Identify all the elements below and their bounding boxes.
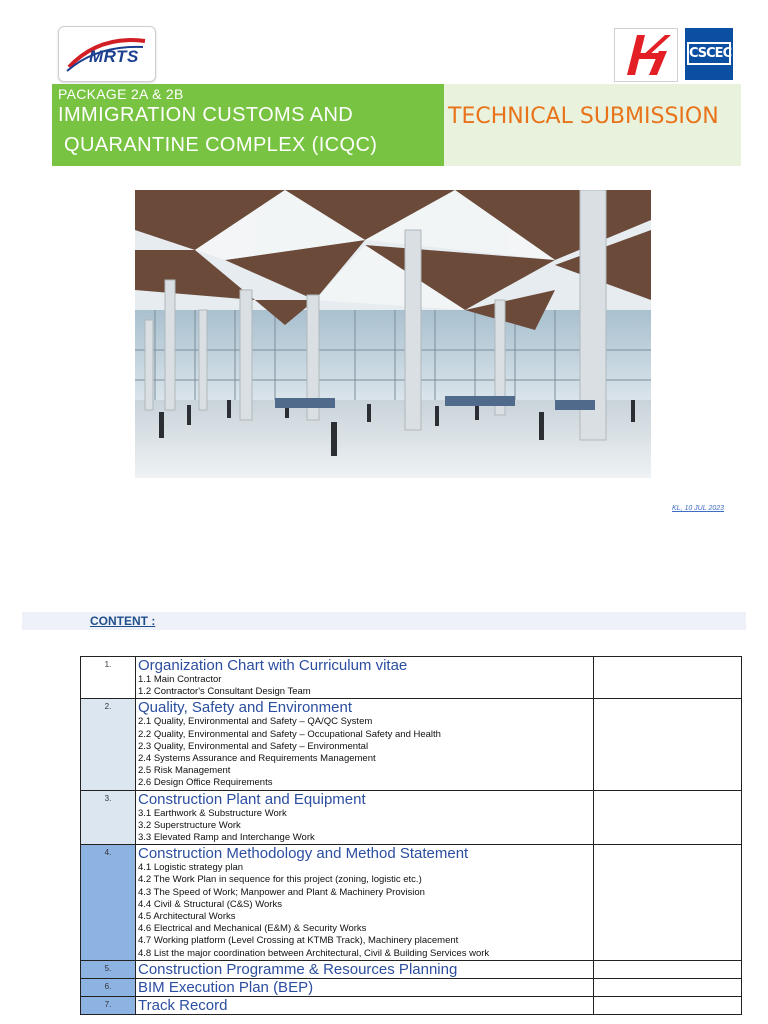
section-item: 2.1 Quality, Environmental and Safety – QA/QC System: [138, 716, 373, 728]
table-row: [81, 790, 742, 845]
section-item: 4.6 Electrical and Mechanical (E&M) & Security Works: [138, 923, 367, 935]
section-item: 4.1 Logistic strategy plan: [138, 862, 244, 874]
section-item: 4.8 List the major coordination between Architectural, Civil & Building Services work: [138, 947, 490, 959]
table-row: [81, 657, 742, 699]
package-label: PACKAGE 2A & 2B: [58, 86, 184, 102]
contents-table: [80, 656, 742, 1015]
section-item: 2.6 Design Office Requirements: [138, 777, 273, 789]
section-item: 4.7 Working platform (Level Crossing at KTMB Track), Machinery placement: [138, 935, 459, 947]
section-item: 4.3 The Speed of Work; Manpower and Plant & Machinery Provision: [138, 886, 425, 898]
submission-title: TECHNICAL SUBMISSION: [448, 104, 719, 129]
project-title-line1: IMMIGRATION CUSTOMS AND: [58, 104, 354, 126]
partner-logo-red: [614, 28, 678, 82]
table-row: [81, 996, 742, 1014]
section-item: 1.1 Main Contractor: [138, 674, 222, 685]
section-remarks: [594, 996, 742, 1014]
section-number: 5.: [81, 960, 136, 978]
section-item: 3.2 Superstructure Work: [138, 819, 241, 831]
cscec-logo: [685, 28, 733, 80]
table-row: [81, 699, 742, 790]
section-item: 4.2 The Work Plan in sequence for this project (zoning, logistic etc.): [138, 874, 422, 886]
section-item: 2.4 Systems Assurance and Requirements Management: [138, 753, 376, 765]
mrts-logo: [58, 26, 156, 82]
table-row: [81, 960, 742, 978]
section-title: Construction Methodology and Method Statement: [138, 845, 469, 863]
mrts-logo-text: MRTS: [89, 47, 139, 66]
section-remarks: [594, 960, 742, 978]
section-description: [136, 699, 594, 790]
date-note: KL, 10 JUL 2023: [672, 505, 725, 512]
section-item: 4.4 Civil & Structural (C&S) Works: [138, 898, 282, 910]
terminal-render-image: [135, 190, 651, 478]
section-number: 4.: [81, 845, 136, 961]
section-number: 6.: [81, 978, 136, 996]
table-row: [81, 845, 742, 961]
section-remarks: [594, 978, 742, 996]
project-title-line2: QUARANTINE COMPLEX (ICQC): [64, 134, 378, 156]
section-number: 2.: [81, 699, 136, 790]
section-number: 3.: [81, 790, 136, 845]
section-remarks: [594, 845, 742, 961]
section-description: [136, 845, 594, 961]
section-item: 4.5 Architectural Works: [138, 911, 236, 923]
table-row: [81, 978, 742, 996]
section-description: [136, 657, 594, 699]
section-item: 1.2 Contractor's Consultant Design Team: [138, 686, 311, 698]
section-description: [136, 960, 594, 978]
section-item: 2.2 Quality, Environmental and Safety – Occupational Safety and Health: [138, 728, 441, 740]
section-remarks: [594, 657, 742, 699]
section-description: [136, 790, 594, 845]
cscec-logo-text: CSCEC: [687, 42, 731, 65]
section-item: 3.3 Elevated Ramp and Interchange Work: [138, 832, 315, 844]
section-item: 2.3 Quality, Environmental and Safety – Environmental: [138, 740, 369, 752]
section-title: Construction Programme & Resources Planning: [138, 960, 458, 978]
content-heading: CONTENT :: [90, 614, 156, 628]
section-number: 1.: [81, 657, 136, 699]
section-title: Construction Plant and Equipment: [138, 790, 366, 808]
section-item: 3.1 Earthwork & Substructure Work: [138, 807, 287, 819]
section-title: Organization Chart with Curriculum vitae: [138, 657, 408, 674]
section-title: BIM Execution Plan (BEP): [138, 978, 314, 996]
section-description: [136, 996, 594, 1014]
section-remarks: [594, 699, 742, 790]
section-item: 2.5 Risk Management: [138, 765, 231, 777]
section-number: 7.: [81, 996, 136, 1014]
section-title: Track Record: [138, 996, 228, 1014]
section-remarks: [594, 790, 742, 845]
section-title: Quality, Safety and Environment: [138, 699, 352, 717]
section-description: [136, 978, 594, 996]
